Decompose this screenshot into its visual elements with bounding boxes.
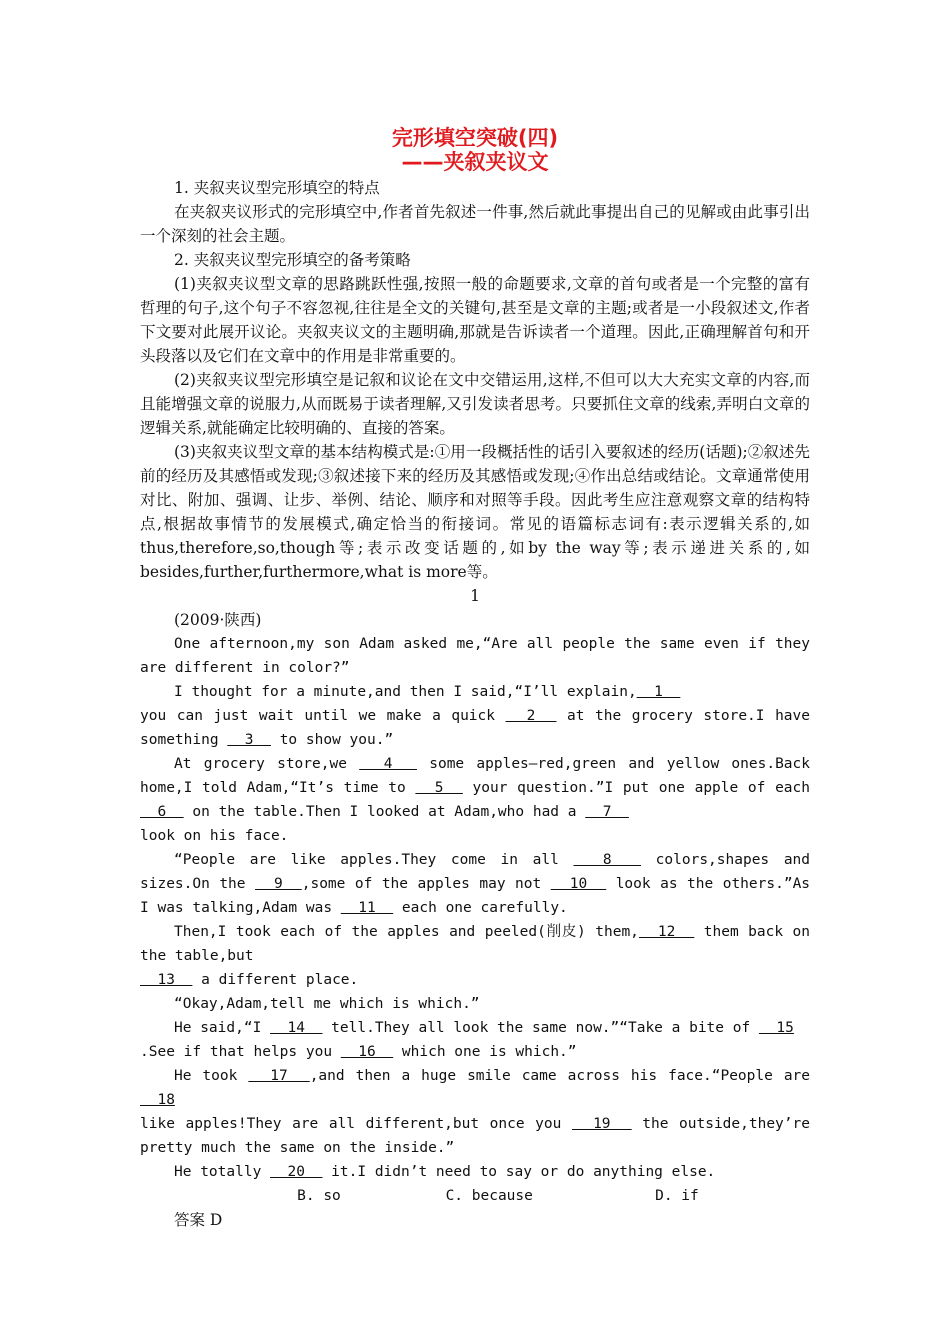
- passage-paragraph-5: [140, 920, 810, 992]
- passage-text: like apples!They are all different,but once you: [140, 1116, 562, 1132]
- passage-text: He took: [174, 1068, 238, 1084]
- blank-3: 3: [227, 732, 271, 748]
- passage-text: which one is which.”: [401, 1044, 577, 1060]
- blank-2: 2: [505, 708, 557, 724]
- option-b: B. so: [297, 1188, 341, 1204]
- passage-text: at the grocery store.I have something: [140, 708, 810, 748]
- passage-text: tell.They all look the same now.”“Take a bite of: [331, 1020, 751, 1036]
- passage-paragraph-9: [140, 1160, 810, 1184]
- page-title: 完形填空突破(四): [391, 126, 559, 150]
- blank-15: 15: [758, 1020, 794, 1036]
- passage-text: ,and then a huge smile came across his face.“People are: [309, 1068, 811, 1084]
- passage-text: each one carefully.: [401, 900, 568, 916]
- blank-11: 11: [340, 900, 394, 916]
- page-subtitle: ——夹叙夹议文: [401, 150, 549, 174]
- passage-paragraph-3: [140, 752, 810, 848]
- blank-5: 5: [415, 780, 463, 796]
- passage-text: you can just wait until we make a quick: [140, 708, 495, 724]
- blank-13: 13: [140, 972, 193, 988]
- blank-7: 7: [585, 804, 629, 820]
- passage-text: some apples—red,green and yellow ones.Back home,I told Adam,“It’s time to: [140, 756, 810, 796]
- passage-text: At grocery store,we: [174, 756, 347, 772]
- passage-text: I thought for a minute,and then I said,“I’ll explain,: [174, 684, 637, 700]
- passage-text: He totally: [174, 1164, 262, 1180]
- passage-paragraph-6: “Okay,Adam,tell me which is which.”: [174, 996, 480, 1012]
- blank-6: 6: [140, 804, 184, 820]
- passage-paragraph-2: [140, 680, 810, 752]
- passage-text: your question.”I put one apple of each: [472, 780, 810, 796]
- passage-paragraph-4: [140, 848, 810, 920]
- source-label: (2009·陕西): [174, 611, 262, 629]
- passage-paragraph-8: [140, 1064, 810, 1160]
- heading-features: 1. 夹叙夹议型完形填空的特点: [174, 179, 380, 197]
- passage-text: colors,shapes and sizes.On the: [140, 852, 811, 892]
- answer-line: 答案 D: [174, 1211, 223, 1229]
- heading-strategy: 2. 夹叙夹议型完形填空的备考策略: [174, 251, 411, 269]
- blank-20: 20: [270, 1164, 323, 1180]
- blank-19: 19: [571, 1116, 632, 1132]
- paragraph-strategy-2: (2)夹叙夹议型完形填空是记叙和议论在文中交错运用,这样,不但可以大大充实文章的内容,而且能增强文章的说服力,从而既易于读者理解,又引发读者思考。只要抓住文章的线索,弄明白文章的逻辑关系,就能确定比较明确的、直接的答案。: [140, 371, 810, 437]
- passage-text: them back on the table,but: [140, 924, 810, 964]
- passage-text: ,some of the apples may not: [301, 876, 542, 892]
- passage-text: .See if that helps you: [140, 1044, 333, 1060]
- passage-text: a different place.: [201, 972, 359, 988]
- section-number: 1: [470, 587, 480, 605]
- blank-18: 18: [140, 1092, 175, 1108]
- blank-4: 4: [359, 756, 417, 772]
- blank-14: 14: [270, 1020, 323, 1036]
- paragraph-strategy-1: (1)夹叙夹议型文章的思路跳跃性强,按照一般的命题要求,文章的首句或者是一个完整的富有哲理的句子,这个句子不容忽视,往往是全文的关键句,甚至是文章的主题;或者是一小段叙述文,作者下文要对此展开议论。夹叙夹议文的主题明确,那就是告诉读者一个道理。因此,正确理解首句和开头段落以及它们在文章中的作用是非常重要的。: [140, 275, 810, 365]
- passage-text: to show you.”: [279, 732, 394, 748]
- blank-16: 16: [340, 1044, 394, 1060]
- paragraph-features: 在夹叙夹议形式的完形填空中,作者首先叙述一件事,然后就此事提出自己的见解或由此事引出一个深刻的社会主题。: [140, 203, 810, 245]
- passage-text: Then,I took each of the apples and peeled(削皮) them,: [174, 924, 639, 940]
- passage-text: look as the others.”As I was talking,Adam was: [140, 876, 811, 916]
- passage-text: on the table.Then I looked at Adam,who had a: [192, 804, 577, 820]
- answer-options: [140, 1184, 810, 1208]
- blank-10: 10: [550, 876, 607, 892]
- passage-paragraph-7: [140, 1016, 810, 1064]
- blank-17: 17: [248, 1068, 310, 1084]
- option-c: C. because: [445, 1188, 533, 1204]
- option-d: D. if: [655, 1188, 699, 1204]
- paragraph-strategy-3: (3)夹叙夹议型文章的基本结构模式是:①用一段概括性的话引入要叙述的经历(话题);②叙述先前的经历及其感悟或发现;③叙述接下来的经历及其感悟或发现;④作出总结或结论。文章通常使用对比、附加、强调、让步、举例、结论、顺序和对照等手段。因此考生应注意观察文章的结构特点,根据故事情节的发展模式,确定恰当的衔接词。常见的语篇标志词有:表示逻辑关系的,如thus,therefore,so,though等;表示改变话题的,如by the way等;表示递进关系的,如besides,further,furthermore,what is more等。: [140, 443, 810, 581]
- blank-8: 8: [573, 852, 641, 868]
- blank-12: 12: [638, 924, 695, 940]
- blank-9: 9: [255, 876, 302, 892]
- passage-text: look on his face.: [140, 828, 289, 844]
- document-body: [140, 176, 810, 1232]
- blank-1: 1: [636, 684, 681, 700]
- passage-paragraph-1: One afternoon,my son Adam asked me,“Are all people the same even if they are different in color?”: [140, 636, 810, 676]
- passage-text: it.I didn’t need to say or do anything else.: [331, 1164, 716, 1180]
- passage-text: He said,“I: [174, 1020, 262, 1036]
- passage-text: “People are like apples.They come in all: [174, 852, 559, 868]
- passage-text: the outside,they’re pretty much the same on the inside.”: [140, 1116, 810, 1156]
